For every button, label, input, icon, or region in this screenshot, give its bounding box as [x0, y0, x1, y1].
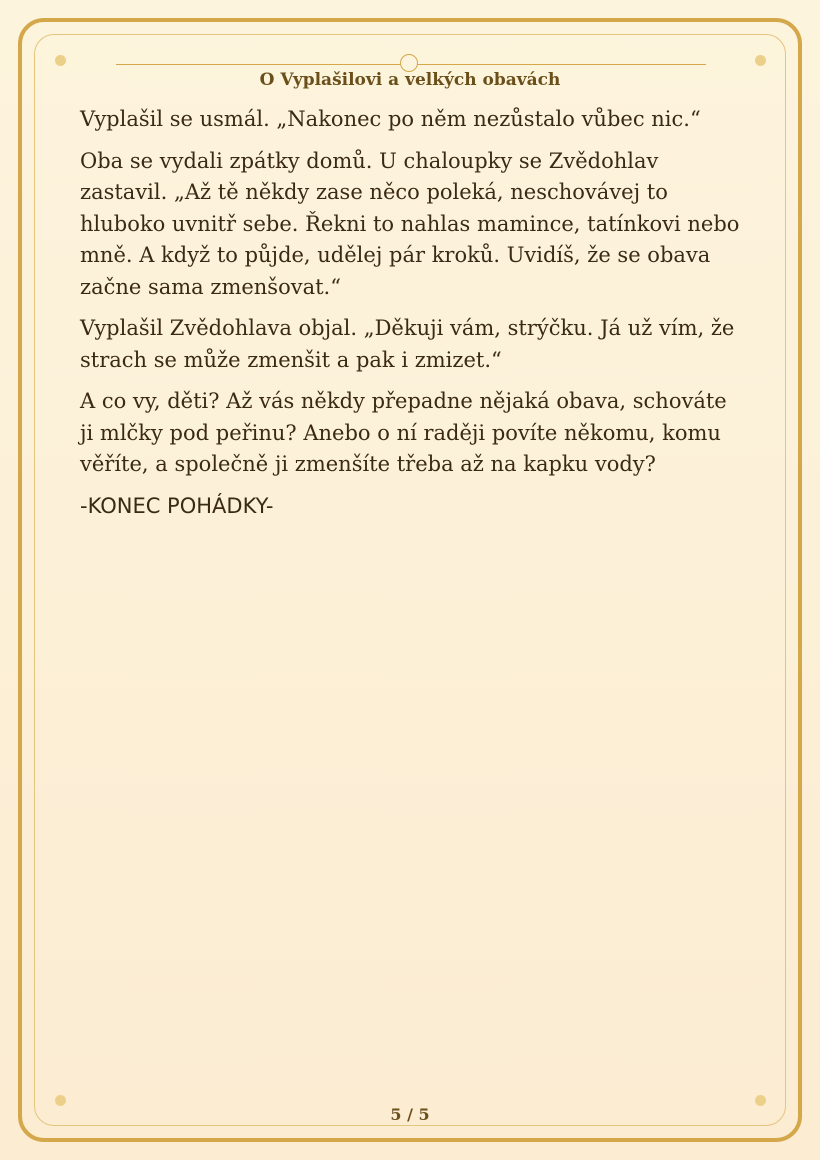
corner-ornament-top-right [755, 55, 766, 66]
paragraph: Oba se vydali zpátky domů. U chaloupky se Zvědohlav zastavil. „Až tě někdy zase něco poleká, neschovávej to hluboko uvnitř sebe. Řekni to nahlas mamince, tatínkovi nebo mně. A když to půjde, udělej pár kroků. Uvidíš, že se obava začne sama zmenšovat.“ [80, 148, 740, 299]
page-title: O Vyplašilovi a velkých obavách [259, 70, 561, 90]
paragraph: A co vy, děti? Až vás někdy přepadne nějaká obava, schováte ji mlčky pod peřinu? Anebo o ní raději povíte někomu, komu věříte, a společně ji zmenšíte třeba až na kapku vody? [80, 389, 727, 476]
story-ending: -KONEC POHÁDKY- [80, 493, 274, 518]
paragraph: Vyplašil Zvědohlava objal. „Děkuji vám, strýčku. Já už vím, že strach se může zmenšit a pak i zmizet.“ [80, 316, 735, 372]
story-text [80, 104, 745, 532]
page-number: 5 / 5 [390, 1105, 430, 1124]
corner-ornament-top-left [55, 55, 66, 66]
paragraph: Vyplašil se usmál. „Nakonec po něm nezůstalo vůbec nic.“ [80, 107, 701, 131]
